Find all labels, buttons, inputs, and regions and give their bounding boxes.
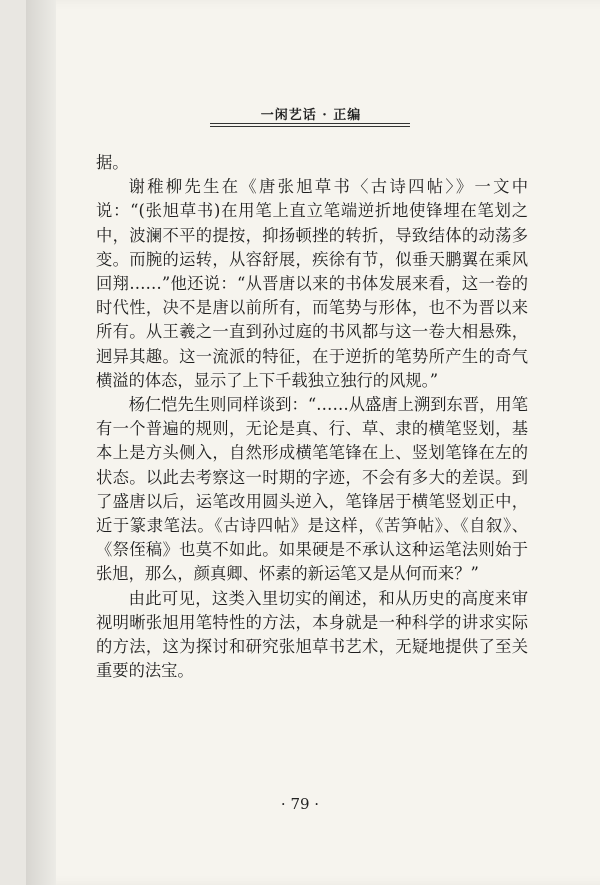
running-head-rule-bottom [210, 126, 410, 127]
page-gutter-shadow [26, 0, 56, 885]
running-head: 一闲艺话 · 正编 [260, 108, 362, 123]
page-number: · 79 · [280, 795, 320, 813]
paragraph-yang-renkai-quote: 杨仁恺先生则同样谈到：“……从盛唐上溯到东晋，用笔有一个普遍的规则，无论是真、行、草、隶的横笔竖划，基本上是方头侧入，自然形成横笔笔锋在上、竖划笔锋在左的状态。以此去考察这一时期的字迹，不会有多大的差误。到了盛唐以后，运笔改用圆头逆入，笔锋居于横笔竖划正中，近于篆隶笔法。《古诗四帖》是这样，《苦笋帖》、《自叙》、《祭侄稿》也莫不如此。如果硬是不承认这种运笔法则始于张旭，那么，颜真卿、怀素的新运笔又是从何而来？” [96, 395, 528, 584]
paragraph-xie-zhiliu-quote: 谢稚柳先生在《唐张旭草书〈古诗四帖〉》一文中说：“(张旭草书)在用笔上直立笔端逆折地使锋埋在笔划之中，波澜不平的提按，抑扬顿挫的转折，导致结体的动荡多变。而腕的运转，从容舒展，疾徐有节，似垂天鹏翼在乘风回翔……”他还说：“从晋唐以来的书体发展来看，这一卷的时代性，决不是唐以前所有，而笔势与形体，也不为晋以来所有。从王羲之一直到孙过庭的书风都与这一卷大相悬殊，迥异其趣。这一流派的特征，在于逆折的笔势所产生的奇气横溢的体态，显示了上下千载独立独行的风规。” [96, 177, 528, 390]
body-text [96, 151, 528, 683]
paragraph-continuation: 据。 [96, 153, 129, 172]
paragraph-conclusion: 由此可见，这类入里切实的阐述，和从历史的高度来审视明晰张旭用笔特性的方法，本身就是一种科学的讲求实际的方法，这为探讨和研究张旭草书艺术，无疑地提供了至关重要的法宝。 [96, 588, 528, 681]
running-head-rule-top [210, 123, 410, 124]
